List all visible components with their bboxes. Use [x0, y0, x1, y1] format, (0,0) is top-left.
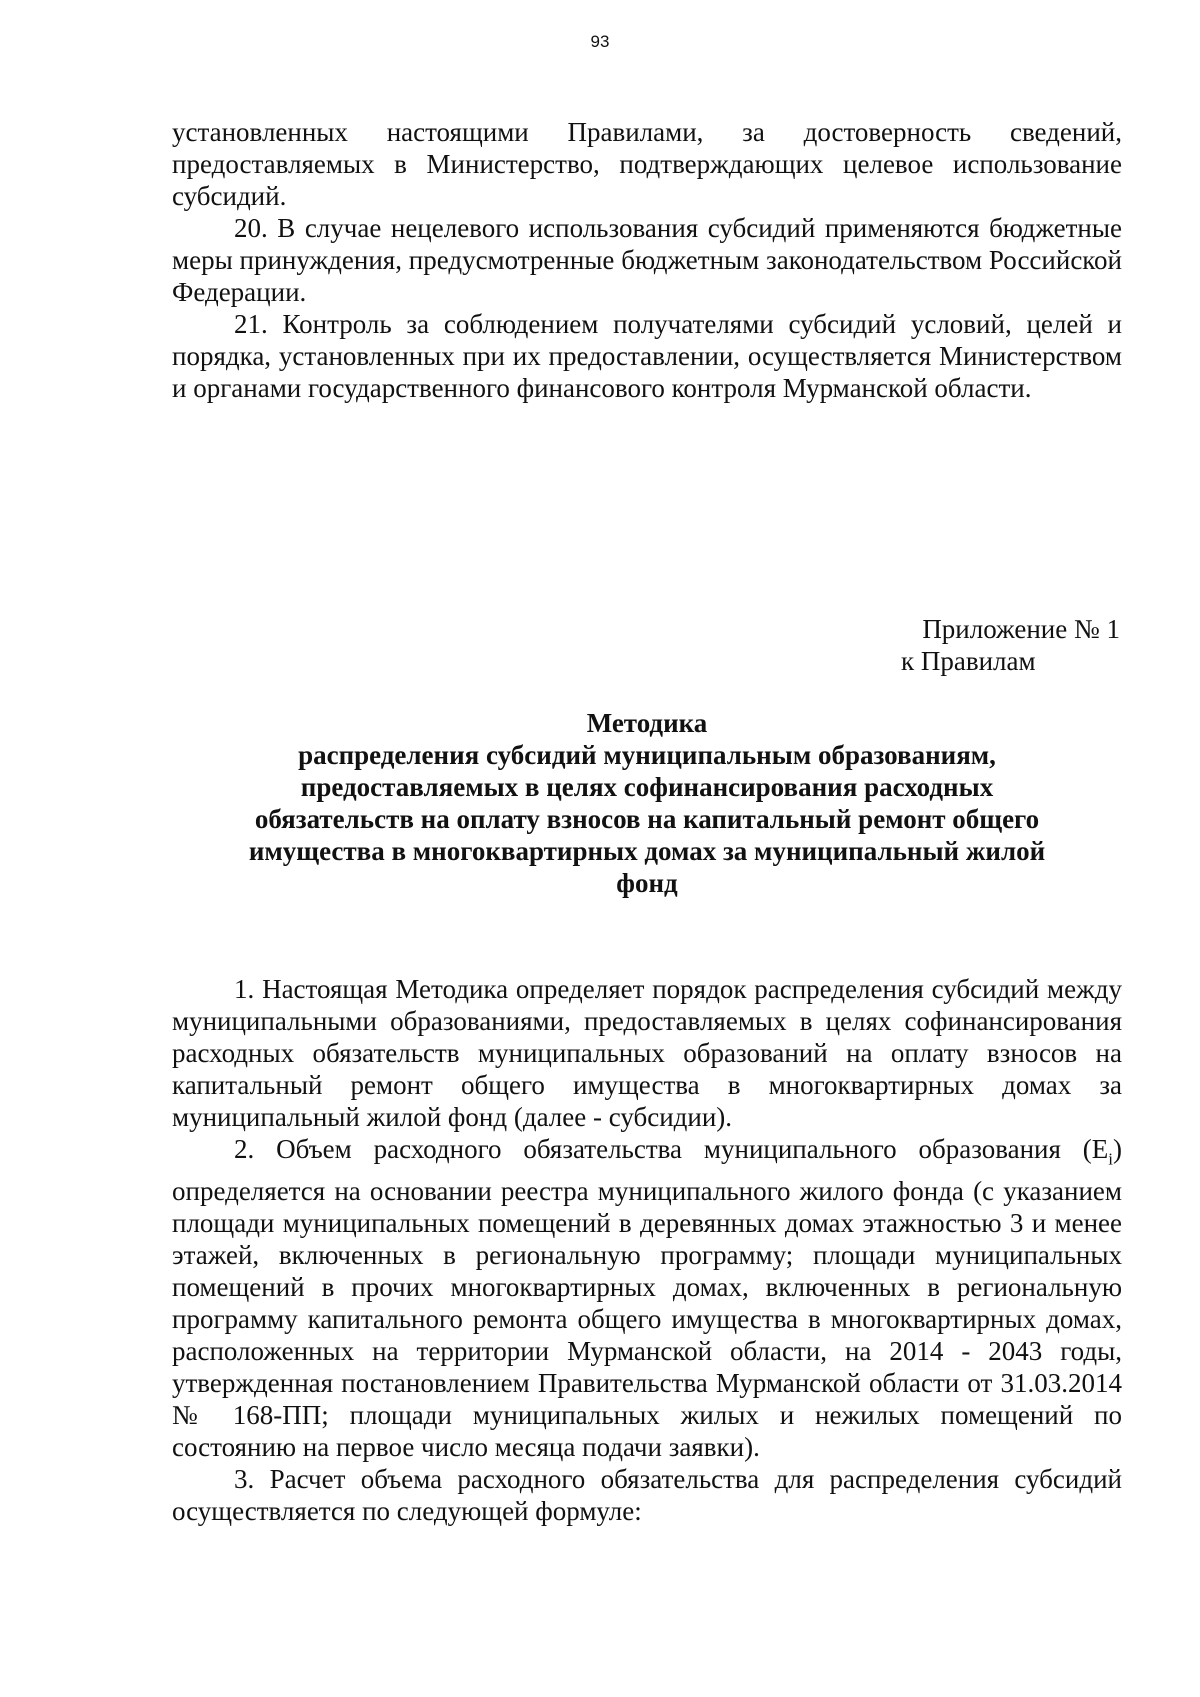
- methodology-paragraph-1: 1. Настоящая Методика определяет порядок распределения субсидий между муниципальными образованиями, предоставляемых в целях софинансирования расходных обязательств муниципальных образований на оплату взносов на капитальный ремонт общего имущества в многоквартирных домах за муниципальный жилой фонд (далее - субсидии).: [172, 974, 1122, 1132]
- methodology-paragraph-3: 3. Расчет объема расходного обязательства для распределения субсидий осуществляется по следующей формуле:: [172, 1464, 1122, 1527]
- paragraph-2-text-end: ) определяется на основании реестра муниципального жилого фонда (с указанием площади муниципальных помещений в деревянных домах этажностью 3 и менее этажей, включенных в региональную программу; площади муниципальных помещений в прочих многоквартирных домах, включенных в региональную программу капитального ремонта общего имущества в многоквартирных домах, расположенных на территории Мурманской области, на 2014 - 2043 годы, утвержденная постановлением Правительства Мурманской области от 31.03.2014 № 168-ПП; площади муниципальных жилых и нежилых помещений по состоянию на первое число месяца подачи заявки).: [172, 1134, 1122, 1463]
- title-line: Методика: [586, 708, 708, 738]
- methodology-title: [172, 707, 1122, 899]
- methodology-body: [172, 973, 1122, 1527]
- appendix-number: Приложение № 1: [922, 614, 1120, 644]
- title-line: обязательств на оплату взносов на капитальный ремонт общего: [254, 804, 1040, 834]
- subscript-index: i: [1108, 1149, 1113, 1169]
- title-line: предоставляемых в целях софинансирования расходных: [300, 772, 994, 802]
- paragraph-20: 20. В случае нецелевого использования субсидий применяются бюджетные меры принуждения, предусмотренные бюджетным законодательством Российской Федерации.: [172, 213, 1122, 307]
- paragraph-2-text-start: 2. Объем расходного обязательства муниципального образования (E: [234, 1134, 1109, 1164]
- paragraph-21: 21. Контроль за соблюдением получателями субсидий условий, целей и порядка, установленных при их предоставлении, осуществляется Министерством и органами государственного финансового контроля Мурманской области.: [172, 309, 1122, 403]
- appendix-rules-ref: к Правилам: [901, 646, 1036, 676]
- title-line: фонд: [616, 868, 678, 898]
- title-line: распределения субсидий муниципальным образованиям,: [298, 740, 996, 770]
- methodology-paragraph-2: [172, 1133, 1122, 1463]
- appendix-reference: [880, 613, 1120, 677]
- top-text-section: [172, 116, 1122, 404]
- paragraph-continuation: установленных настоящими Правилами, за достоверность сведений, предоставляемых в Министерство, подтверждающих целевое использование субсидий.: [172, 117, 1122, 211]
- title-line: имущества в многоквартирных домах за муниципальный жилой: [248, 836, 1046, 866]
- page-number: 93: [590, 32, 610, 51]
